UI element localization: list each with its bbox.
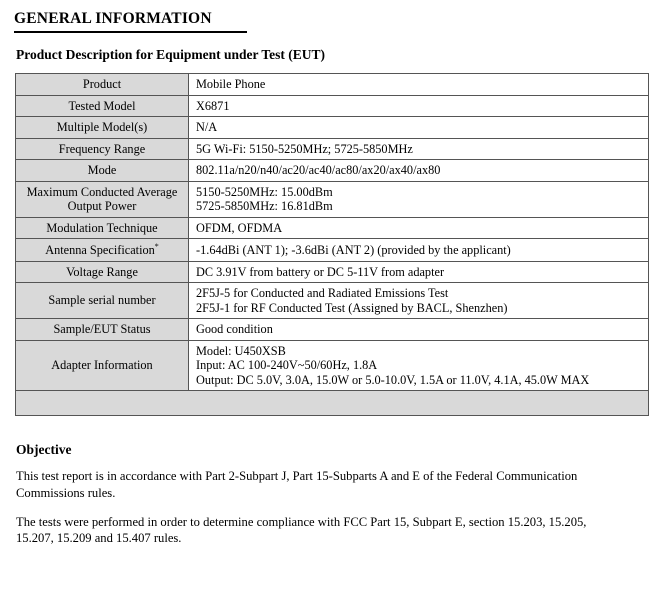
table-row	[16, 160, 649, 182]
value-line: Mobile Phone	[196, 77, 266, 91]
label-superscript: *	[154, 242, 159, 251]
value-line: 5725-5850MHz: 16.81dBm	[196, 199, 333, 213]
row-value-antenna-specification	[189, 239, 649, 262]
value-line: X6871	[196, 98, 230, 113]
spacer-cell	[16, 391, 649, 416]
row-value-multiple-models	[189, 117, 649, 139]
table-row	[16, 95, 649, 117]
table-row	[16, 138, 649, 160]
row-label-max-conducted-power	[16, 181, 189, 217]
row-label-voltage-range: Voltage Range	[16, 261, 189, 283]
table-row	[16, 117, 649, 139]
table-footer-spacer-row	[16, 391, 649, 416]
row-value-product	[189, 74, 649, 96]
row-value-frequency-range	[189, 138, 649, 160]
value-line: Good condition	[196, 322, 273, 337]
value-line: 5G Wi-Fi: 5150-5250MHz; 5725-5850MHz	[196, 141, 413, 156]
table-row	[16, 181, 649, 217]
table-row	[16, 340, 649, 391]
row-value-adapter-information	[189, 340, 649, 391]
value-line: 802.11a/n20/n40/ac20/ac40/ac80/ax20/ax40/ax80	[196, 163, 441, 177]
value-line: OFDM, OFDMA	[196, 220, 283, 235]
row-label-frequency-range: Frequency Range	[16, 138, 189, 160]
table-row	[16, 217, 649, 239]
value-line: 5150-5250MHz: 15.00dBm	[196, 184, 333, 199]
value-line: Input: AC 100-240V~50/60Hz, 1.8A	[196, 358, 378, 373]
objective-paragraph-1: This test report is in accordance with Part 2-Subpart J, Part 15-Subparts A and E of the Federal Communication Commissions rules.	[16, 469, 578, 500]
table-row	[16, 261, 649, 283]
value-line: -1.64dBi (ANT 1); -3.6dBi (ANT 2) (provided by the applicant)	[196, 242, 511, 257]
row-label-adapter-information: Adapter Information	[16, 340, 189, 391]
row-value-sample-serial-number	[189, 283, 649, 319]
row-label-antenna-specification	[16, 239, 189, 262]
row-label-sample-eut-status: Sample/EUT Status	[16, 319, 189, 341]
row-value-sample-eut-status	[189, 319, 649, 341]
row-label-product: Product	[16, 74, 189, 96]
objective-paragraph-2: The tests were performed in order to determine compliance with FCC Part 15, Subpart E, section 15.203, 15.205, 15.207, 15.209 and 15.407 rules.	[16, 514, 587, 546]
table-row	[16, 239, 649, 262]
title-underline	[14, 31, 247, 33]
value-line: DC 3.91V from battery or DC 5-11V from adapter	[196, 264, 445, 279]
table-row	[16, 74, 649, 96]
row-value-mode	[189, 160, 649, 182]
page-title: GENERAL INFORMATION	[14, 10, 212, 27]
row-value-max-conducted-power	[189, 181, 649, 217]
value-line: N/A	[196, 120, 218, 134]
label-line: Average Output Power	[67, 184, 178, 213]
value-line: Output: DC 5.0V, 3.0A, 15.0W or 5.0-10.0V, 1.5A or 11.0V, 4.1A, 45.0W MAX	[196, 372, 590, 387]
row-value-voltage-range	[189, 261, 649, 283]
eut-description-table	[15, 73, 649, 416]
row-label-modulation-technique: Modulation Technique	[16, 217, 189, 239]
value-line: Model: U450XSB	[196, 343, 286, 358]
value-line: 2F5J-5 for Conducted and Radiated Emissions Test	[196, 286, 449, 301]
row-value-modulation-technique	[189, 217, 649, 239]
table-row	[16, 283, 649, 319]
value-line: 2F5J-1 for RF Conducted Test (Assigned by BACL, Shenzhen)	[196, 300, 508, 315]
section-heading-objective: Objective	[16, 442, 72, 458]
row-label-tested-model: Tested Model	[16, 95, 189, 117]
row-label-sample-serial-number: Sample serial number	[16, 283, 189, 319]
row-label-mode: Mode	[16, 160, 189, 182]
table-row	[16, 319, 649, 341]
row-label-multiple-models: Multiple Model(s)	[16, 117, 189, 139]
section-heading-eut: Product Description for Equipment under Test (EUT)	[16, 47, 326, 62]
label-line: Maximum Conducted	[26, 184, 135, 199]
label-text: Antenna Specification	[45, 243, 155, 258]
row-value-tested-model	[189, 95, 649, 117]
